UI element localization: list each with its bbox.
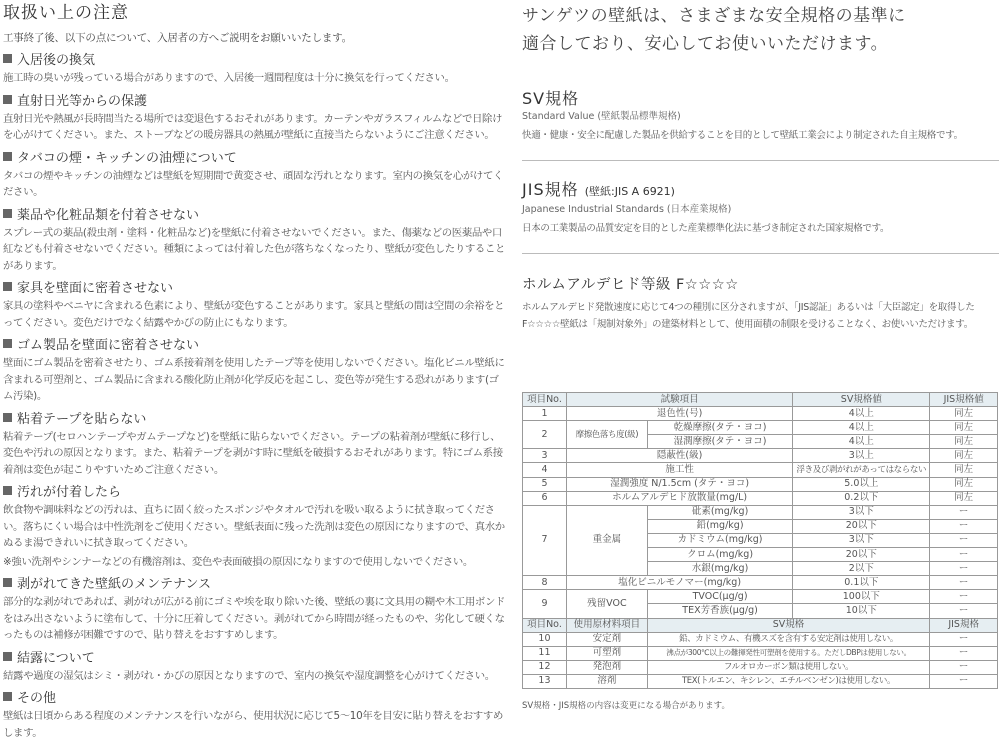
section-body: スプレー式の薬品(殺虫剤・塗料・化粧品など)を壁紙に付着させないでください。また、傷薬などの医薬品や口紅なども付着させないでください。種類によっては付着した色が落ちなくなったり、壁紙が変色したりすることがあります。	[3, 226, 506, 272]
table-row: 5 湿潤強度 N/1.5cm (タテ・ヨコ) 5.0以上 同左	[523, 477, 998, 491]
table-note: SV規格・JIS規格の内容は変更になる場合があります。	[522, 701, 730, 711]
jis-standard	[522, 179, 999, 237]
divider	[522, 253, 999, 254]
section-note: ※強い洗剤やシンナーなどの有機溶剤は、変色や表面破損の原因になりますので使用しないでください。	[3, 555, 473, 568]
square-bullet-icon	[3, 652, 12, 661]
sv-desc: 快適・健康・安全に配慮した製品を供給することを目的として壁紙工業会により制定された自主規格です。	[522, 130, 963, 141]
table-row: 13 溶剤 TEX(トルエン、キシレン、エチルベンゼン)は使用しない。 ー	[523, 674, 998, 688]
table-row: 湿潤摩擦(タテ・ヨコ) 4以上 同左	[523, 435, 998, 449]
square-bullet-icon	[3, 692, 12, 701]
square-bullet-icon	[3, 486, 12, 495]
jis-en: Japanese Industrial Standards (日本産業規格)	[522, 204, 732, 215]
precaution-section	[3, 93, 508, 144]
handling-precautions	[3, 2, 508, 741]
table-row: クロム(mg/kg) 20以下 ー	[523, 548, 998, 562]
square-bullet-icon	[3, 95, 12, 104]
table-row: 6 ホルムアルデヒド放散量(mg/L) 0.2以下 同左	[523, 491, 998, 505]
section-heading: 粘着テープを貼らない	[3, 411, 508, 429]
section-heading: 家具を壁面に密着させない	[3, 280, 508, 298]
page-title: 取扱い上の注意	[3, 3, 129, 23]
safety-standards	[522, 2, 999, 711]
table-row: 水銀(mg/kg) 2以下 ー	[523, 562, 998, 576]
square-bullet-icon	[3, 152, 12, 161]
section-body: 壁面にゴム製品を密着させたり、ゴム系接着剤を使用したテープ等を使用しないでください。塩化ビニル壁紙に含まれる可塑剤と、ゴム製品に含まれる酸化防止剤が化学反応を起こし、変色等が発生する恐れがあります(ゴム汚染)。	[3, 357, 505, 402]
table-row: 1 退色性(号) 4以上 同左	[523, 407, 998, 421]
formaldehyde-grade	[522, 274, 999, 333]
section-body: 施工時の臭いが残っている場合がありますので、入居後一週間程度は十分に換気を行ってください。	[3, 72, 455, 84]
section-body: 飲食物や調味料などの汚れは、直ちに固く絞ったスポンジやタオルで汚れを吸い取るように拭き取ってください。落ちにくい場合は中性洗剤をご使用ください。壁紙表面に残った洗剤は変色の原因になりますので、真水かぬるま湯できれいに拭き取ってください。	[3, 504, 505, 549]
precaution-section	[3, 280, 508, 331]
table-row: 10 安定剤 鉛、カドミウム、有機スズを含有する安定剤は使用しない。 ー	[523, 632, 998, 646]
table-row: 7 重金属 砒素(mg/kg) 3以下 ー	[523, 505, 998, 519]
table-row: 8 塩化ビニルモノマー(mg/kg) 0.1以下 ー	[523, 576, 998, 590]
formaldehyde-title: ホルムアルデヒド等級 F☆☆☆☆	[522, 277, 739, 293]
table-row: 3 隠蔽性(級) 3以上 同左	[523, 449, 998, 463]
standards-table	[522, 392, 998, 689]
precaution-section	[3, 650, 508, 685]
table-header: 項目No. 試験項目 SV規格値 JIS規格値	[523, 393, 998, 407]
section-body: 粘着テープ(セロハンテープやガムテープなど)を壁紙に貼らないでください。テープの粘着剤が壁紙に移行し、変色や汚れの原因となります。また、粘着テープを剥がす時に壁紙を破損するおそれがあります。特にゴム系接着剤は変色が起こりやすいためご注意ください。	[3, 430, 503, 476]
square-bullet-icon	[3, 339, 12, 348]
precaution-section	[3, 207, 508, 275]
intro-text: 工事終了後、以下の点について、入居者の方へご説明をお願いいたします。	[3, 32, 352, 44]
precaution-section	[3, 576, 508, 644]
table-row: 鉛(mg/kg) 20以下 ー	[523, 519, 998, 533]
square-bullet-icon	[3, 209, 12, 218]
section-body: タバコの煙やキッチンの油煙などは壁紙を短期間で黄変させ、頑固な汚れとなります。室内の換気を心がけてください。	[3, 169, 504, 198]
section-heading: 剥がれてきた壁紙のメンテナンス	[3, 576, 508, 594]
table-row: 2 摩擦色落ち度(級) 乾燥摩擦(タテ・ヨコ) 4以上 同左	[523, 421, 998, 435]
section-heading: 結露について	[3, 650, 508, 668]
section-heading: タバコの煙・キッチンの油煙について	[3, 150, 508, 168]
precaution-section	[3, 150, 508, 201]
table-header-materials: 項目No. 使用原材料項目 SV規格 JIS規格	[523, 618, 998, 632]
section-body: 家具の塗料やベニヤに含まれる色素により、壁紙が変色することがあります。家具と壁紙の間は空間の余裕をとってください。変色だけでなく結露やかびの防止にもなります。	[3, 300, 505, 329]
precaution-section	[3, 52, 508, 87]
sv-standard	[522, 88, 999, 144]
section-heading: 直射日光等からの保護	[3, 93, 508, 111]
table-row: 12 発泡剤 フルオロカーボン類は使用しない。 ー	[523, 660, 998, 674]
sv-title: SV規格	[522, 89, 580, 108]
precaution-section	[3, 690, 508, 741]
section-body: 結露や過度の湿気はシミ・剥がれ・かびの原因となりますので、室内の換気や湿度調整を心がけてください。	[3, 669, 495, 682]
table-row: 9 残留VOC TVOC(μg/g) 100以下 ー	[523, 590, 998, 604]
table-row: カドミウム(mg/kg) 3以下 ー	[523, 533, 998, 547]
precaution-section	[3, 337, 508, 405]
table-row: 4 施工性 浮き及び剥がれがあってはならない 同左	[523, 463, 998, 477]
precaution-section	[3, 484, 508, 570]
divider	[522, 160, 999, 161]
section-heading: その他	[3, 690, 508, 708]
square-bullet-icon	[3, 282, 12, 291]
table-row: TEX芳香族(μg/g) 10以下 ー	[523, 604, 998, 618]
section-body: 壁紙は日頃からある程度のメンテナンスを行いながら、使用状況に応じて5〜10年を目安に貼り替えをおすすめします。	[3, 710, 503, 739]
table-row: 11 可塑剤 沸点が300℃以上の難揮発性可塑剤を使用する。ただしDBPは使用しない。 ー	[523, 646, 998, 660]
section-body: 直射日光や熱風が長時間当たる場所では変退色するおそれがあります。カーテンやガラスフィルムなどで日除けを心がけてください。また、ストーブなどの暖房器具の熱風が壁紙に直接当たらないようにご注意ください。	[3, 112, 503, 141]
jis-title: JIS規格 (壁紙:JIS A 6921)	[522, 180, 675, 199]
jis-desc: 日本の工業製品の品質安定を目的とした産業標準化法に基づき制定された国家規格です。	[522, 223, 890, 234]
section-heading: 薬品や化粧品類を付着させない	[3, 207, 508, 225]
precaution-section	[3, 411, 508, 479]
formaldehyde-desc: ホルムアルデヒド発散速度に応じて4つの種別に区分されますが、「JIS認証」あるいは「大臣認定」を取得したF☆☆☆☆壁紙は「規制対象外」の建築材料として、使用面積の制限を受けることなく、お使いいただけます。	[522, 302, 975, 330]
standards-title: サンゲツの壁紙は、さまざまな安全規格の基準に 適合しており、安心してお使いいただけます。	[522, 6, 906, 54]
square-bullet-icon	[3, 578, 12, 587]
section-body: 部分的な剥がれであれば、剥がれが広がる前にゴミや埃を取り除いた後、壁紙の裏に文具用の糊や木工用ボンドをはみ出さないように塗布して、十分に圧着してください。剥がれてから時間が経ったものや、劣化して硬くなったものは補修が困難ですので、貼り替えをおすすめします。	[3, 596, 506, 641]
square-bullet-icon	[3, 413, 12, 422]
sv-en: Standard Value (壁紙製品標準規格)	[522, 111, 681, 122]
section-heading: 汚れが付着したら	[3, 484, 508, 502]
square-bullet-icon	[3, 54, 12, 63]
section-heading: 入居後の換気	[3, 52, 508, 70]
section-heading: ゴム製品を壁面に密着させない	[3, 337, 508, 355]
